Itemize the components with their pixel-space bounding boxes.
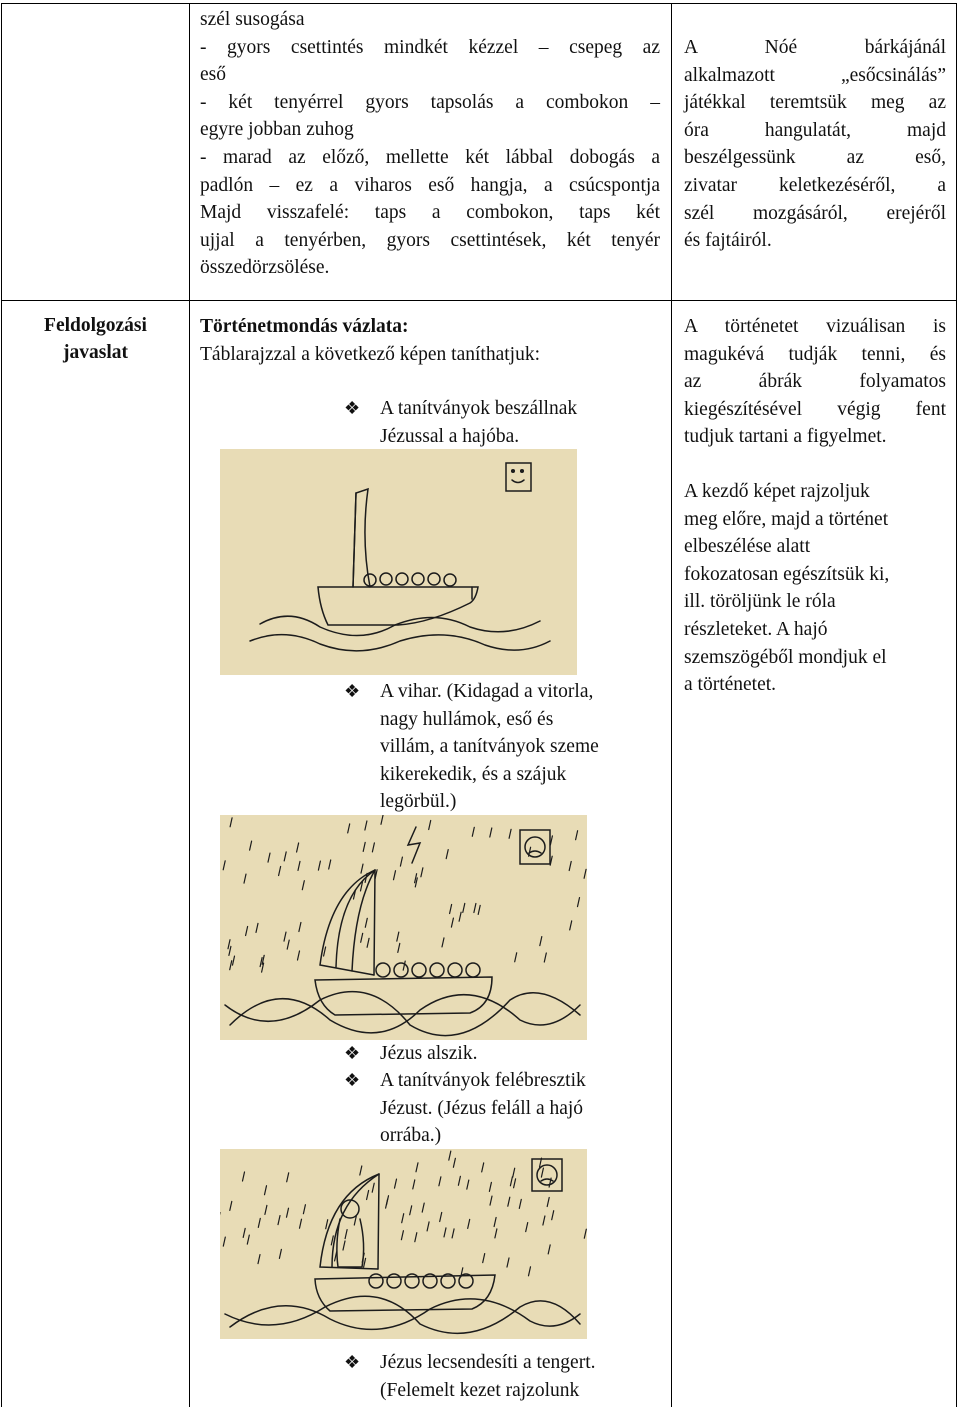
story-intro: Táblarajzzal a következő képen taníthatjuk: [200, 343, 541, 365]
rain-stroke [361, 864, 363, 873]
rain-stroke [233, 956, 235, 965]
rain-stroke [395, 1179, 397, 1188]
diamond-four-leaf-icon: ❖ [344, 1352, 361, 1372]
text-line: - két tenyérrel gyors tapsolás a combokon – [200, 91, 660, 113]
rain-stroke [439, 1177, 441, 1186]
rain-stroke [552, 1211, 554, 1220]
rain-stroke [372, 843, 374, 852]
row-label-line2: javaslat [63, 342, 128, 363]
rain-stroke [279, 867, 281, 876]
rain-stroke [459, 912, 461, 921]
rain-stroke [400, 857, 402, 866]
text-line: A történetet vizuálisan is [684, 316, 946, 337]
rain-stroke [250, 841, 252, 850]
text-line: az ábrák folyamatos [684, 371, 946, 393]
teaching-notes-para2 [684, 478, 946, 699]
text-line: és fajtáiról. [684, 230, 772, 252]
rain-stroke [410, 1206, 412, 1215]
list-item: ❖ A vihar. (Kidagad a vitorla, nagy hullámok, eső és villám, a tanítványok szeme kikerekedik, és a szájuk legörbül.) [344, 678, 664, 816]
rain-stroke [421, 868, 423, 877]
rain-stroke [570, 921, 572, 930]
rain-stroke [345, 1230, 347, 1239]
rain-stroke [413, 1180, 415, 1189]
rain-stroke [529, 1267, 531, 1276]
rain-stroke [515, 953, 517, 962]
text-line: beszélgessünk az eső, [684, 147, 946, 169]
rain-stroke [258, 1255, 260, 1264]
rain-stroke [452, 1229, 454, 1238]
rain-stroke [429, 821, 431, 830]
rain-stroke [367, 1191, 369, 1200]
rain-stroke [543, 1216, 545, 1225]
rain-stroke [230, 1201, 232, 1210]
rain-stroke [364, 1258, 366, 1267]
rain-stroke [458, 1176, 460, 1185]
rain-stroke [403, 961, 405, 970]
column-divider-2 [671, 3, 672, 1407]
text-line: a történetet. [684, 674, 777, 696]
text-line: fokozatosan egészítsük ki, [684, 563, 890, 585]
rain-stroke [367, 938, 369, 947]
rain-stroke [584, 869, 586, 878]
rain-stroke [474, 904, 476, 913]
text-line: zivatar keletkezéséről, a [684, 174, 946, 196]
text-line: - marad az előző, mellette két lábbal dobogás a [200, 146, 660, 168]
rain-stroke [482, 1163, 484, 1172]
rain-stroke [401, 1231, 403, 1240]
rain-stroke [256, 923, 258, 932]
rain-stroke [472, 827, 474, 836]
rain-stroke [483, 1254, 485, 1263]
rain-stroke [415, 1233, 417, 1242]
boat-jesus-svg [220, 1149, 587, 1339]
text-line: tudjuk tartani a figyelmet. [684, 426, 887, 448]
rain-stroke [365, 918, 367, 927]
rain-stroke [449, 1151, 451, 1160]
rain-stroke [547, 1198, 549, 1207]
rain-stroke [490, 828, 492, 837]
rain-stroke [365, 821, 367, 830]
text-line: óra hangulatát, majd [684, 119, 946, 141]
rain-stroke [229, 946, 231, 955]
rain-stroke [440, 1213, 442, 1222]
diamond-four-leaf-icon: ❖ [344, 681, 361, 701]
table-border-top [1, 3, 957, 4]
rain-stroke [494, 1218, 496, 1227]
rain-stroke [297, 843, 299, 852]
row-divider [1, 300, 957, 301]
rain-stroke [258, 1218, 260, 1227]
rain-stroke [223, 1237, 225, 1246]
rain-stroke [298, 951, 300, 960]
rain-stroke [513, 1168, 515, 1177]
rain-stroke [398, 943, 400, 952]
rain-stroke [324, 947, 326, 956]
text-line: A Nóé bárkájánál [684, 37, 946, 58]
rain-stroke [578, 898, 580, 907]
rain-stroke [402, 1214, 404, 1223]
rain-stroke [363, 842, 365, 851]
text-line: alkalmazott „esőcsinálás” [684, 64, 946, 86]
rain-stroke [509, 829, 511, 838]
rain-stroke [540, 937, 542, 946]
drawing-disciples-board-boat [220, 449, 577, 675]
rain-stroke [508, 1197, 510, 1206]
rain-stroke [444, 1228, 446, 1237]
rain-stroke [230, 818, 232, 827]
text-line: szél mozgásáról, erejéről [684, 202, 946, 224]
rain-stroke [230, 961, 232, 970]
rain-stroke [446, 850, 448, 859]
rain-stroke [287, 1208, 289, 1217]
rain-stroke [299, 923, 301, 932]
table-border-left [1, 3, 2, 1407]
text-line: szemszögéből mondjuk el [684, 646, 887, 668]
rain-stroke [303, 1205, 305, 1214]
rain-stroke [284, 932, 286, 941]
rain-stroke [478, 905, 480, 914]
rain-stroke [507, 1258, 509, 1267]
text-line: padlón – ez a viharos eső hangja, a csúcspontja [200, 174, 660, 196]
text-line: egyre jobban zuhog [200, 119, 354, 141]
rain-stroke [265, 1205, 267, 1214]
rain-stroke [489, 1182, 491, 1191]
rain-stroke [397, 932, 399, 941]
rain-stroke [451, 918, 453, 927]
drawing-jesus-wakes [220, 1149, 587, 1339]
rain-stroke [279, 1249, 281, 1258]
rain-stroke [326, 1220, 328, 1229]
rain-stroke [343, 1241, 345, 1250]
row-label-line1: Feldolgozási [44, 315, 147, 336]
diamond-four-leaf-icon: ❖ [344, 398, 361, 418]
rain-stroke [244, 874, 246, 883]
rain-stroke [541, 1168, 543, 1177]
list-item: ❖ A tanítványok felébresztik Jézust. (Jézus feláll a hajó orrába.) [344, 1067, 664, 1150]
teaching-notes [684, 313, 946, 699]
rain-stroke [361, 933, 363, 942]
rain-stroke [467, 1180, 469, 1189]
rain-stroke [394, 871, 396, 880]
text-line: - gyors csettintés mindkét kézzel – csepeg az [200, 36, 660, 58]
column-divider-1 [189, 3, 190, 1407]
text-line: összedörzsölése. [200, 257, 330, 279]
rain-stroke [416, 1163, 418, 1172]
rain-stroke [287, 940, 289, 949]
rain-stroke [278, 1216, 280, 1225]
rain-stroke [302, 881, 304, 890]
text-line: játékkal teremtsük meg az [684, 92, 946, 114]
text-line: eső [200, 64, 226, 86]
rain-stroke [329, 860, 331, 869]
table-border-right [956, 3, 957, 1407]
rain-stroke [247, 1235, 249, 1244]
text-line: meg előre, majd a történet [684, 508, 889, 530]
rain-stroke [427, 1222, 429, 1231]
rain-stroke [243, 1228, 245, 1237]
list-item: ❖ Jézus lecsendesíti a tengert. (Felemelt kezet rajzolunk [344, 1349, 664, 1404]
rain-stroke [246, 927, 248, 936]
text-line: szél susogása [200, 9, 305, 30]
rain-stroke [450, 905, 452, 914]
list-item: ❖ A tanítványok beszállnak Jézussal a hajóba. [344, 395, 644, 450]
rain-stroke [544, 953, 546, 962]
rain-stroke [519, 1199, 521, 1208]
list-item: ❖ Jézus alszik. [344, 1040, 664, 1068]
rain-stroke [442, 938, 444, 947]
diamond-four-leaf-icon: ❖ [344, 1070, 361, 1090]
rain-stroke [372, 1183, 374, 1192]
text-line: A kezdő képet rajzoljuk [684, 480, 870, 502]
rain-stroke [569, 862, 571, 871]
rain-stroke [228, 940, 230, 949]
rain-stroke [265, 1186, 267, 1195]
rain-stroke [490, 1196, 492, 1205]
rain-stroke [287, 1173, 289, 1182]
rain-stroke [268, 853, 270, 862]
rain-stroke [422, 1203, 424, 1212]
rain-stroke [243, 1172, 245, 1181]
rain-stroke [468, 1219, 470, 1228]
text-line: Majd visszafelé: taps a combokon, taps két [200, 202, 660, 224]
rain-stroke [510, 1177, 512, 1186]
drawing-the-storm [220, 815, 587, 1040]
rain-stroke [300, 1219, 302, 1228]
rain-stroke [514, 1179, 516, 1188]
sound-instructions [200, 6, 660, 282]
text-line: részleteket. A hajó [684, 618, 828, 640]
rain-stroke [381, 815, 383, 824]
rain-stroke [331, 1236, 333, 1245]
rain-stroke [463, 903, 465, 912]
text-line: magukévá tudják tenni, és [684, 343, 946, 365]
boat-calm-svg [220, 449, 577, 675]
rain-stroke [576, 831, 578, 840]
text-line: kiegészítésével végig fent [684, 398, 946, 420]
rain-stroke [348, 824, 350, 833]
story-heading: Történetmondás vázlata: [200, 316, 409, 337]
rain-stroke [318, 861, 320, 870]
rain-game-note [684, 34, 946, 255]
rain-stroke [548, 1245, 550, 1254]
rain-stroke [453, 1158, 455, 1167]
rain-stroke [298, 861, 300, 870]
diamond-four-leaf-icon: ❖ [344, 1043, 361, 1063]
text-line: ujjal a tenyérben, gyors csettintések, két tenyér [200, 229, 660, 251]
rain-stroke [260, 958, 262, 967]
rain-stroke [223, 861, 225, 870]
teaching-notes-para1 [684, 313, 946, 451]
text-line: ill. töröljünk le róla [684, 591, 836, 613]
rain-stroke [526, 1223, 528, 1232]
text-line: elbeszélése alatt [684, 536, 811, 558]
story-outline [200, 313, 660, 368]
rain-stroke [360, 1166, 362, 1175]
boat-storm-svg [220, 815, 587, 1040]
rain-stroke [284, 852, 286, 861]
row-label [2, 312, 189, 366]
rain-stroke [584, 1229, 586, 1238]
rain-stroke [495, 1229, 497, 1238]
